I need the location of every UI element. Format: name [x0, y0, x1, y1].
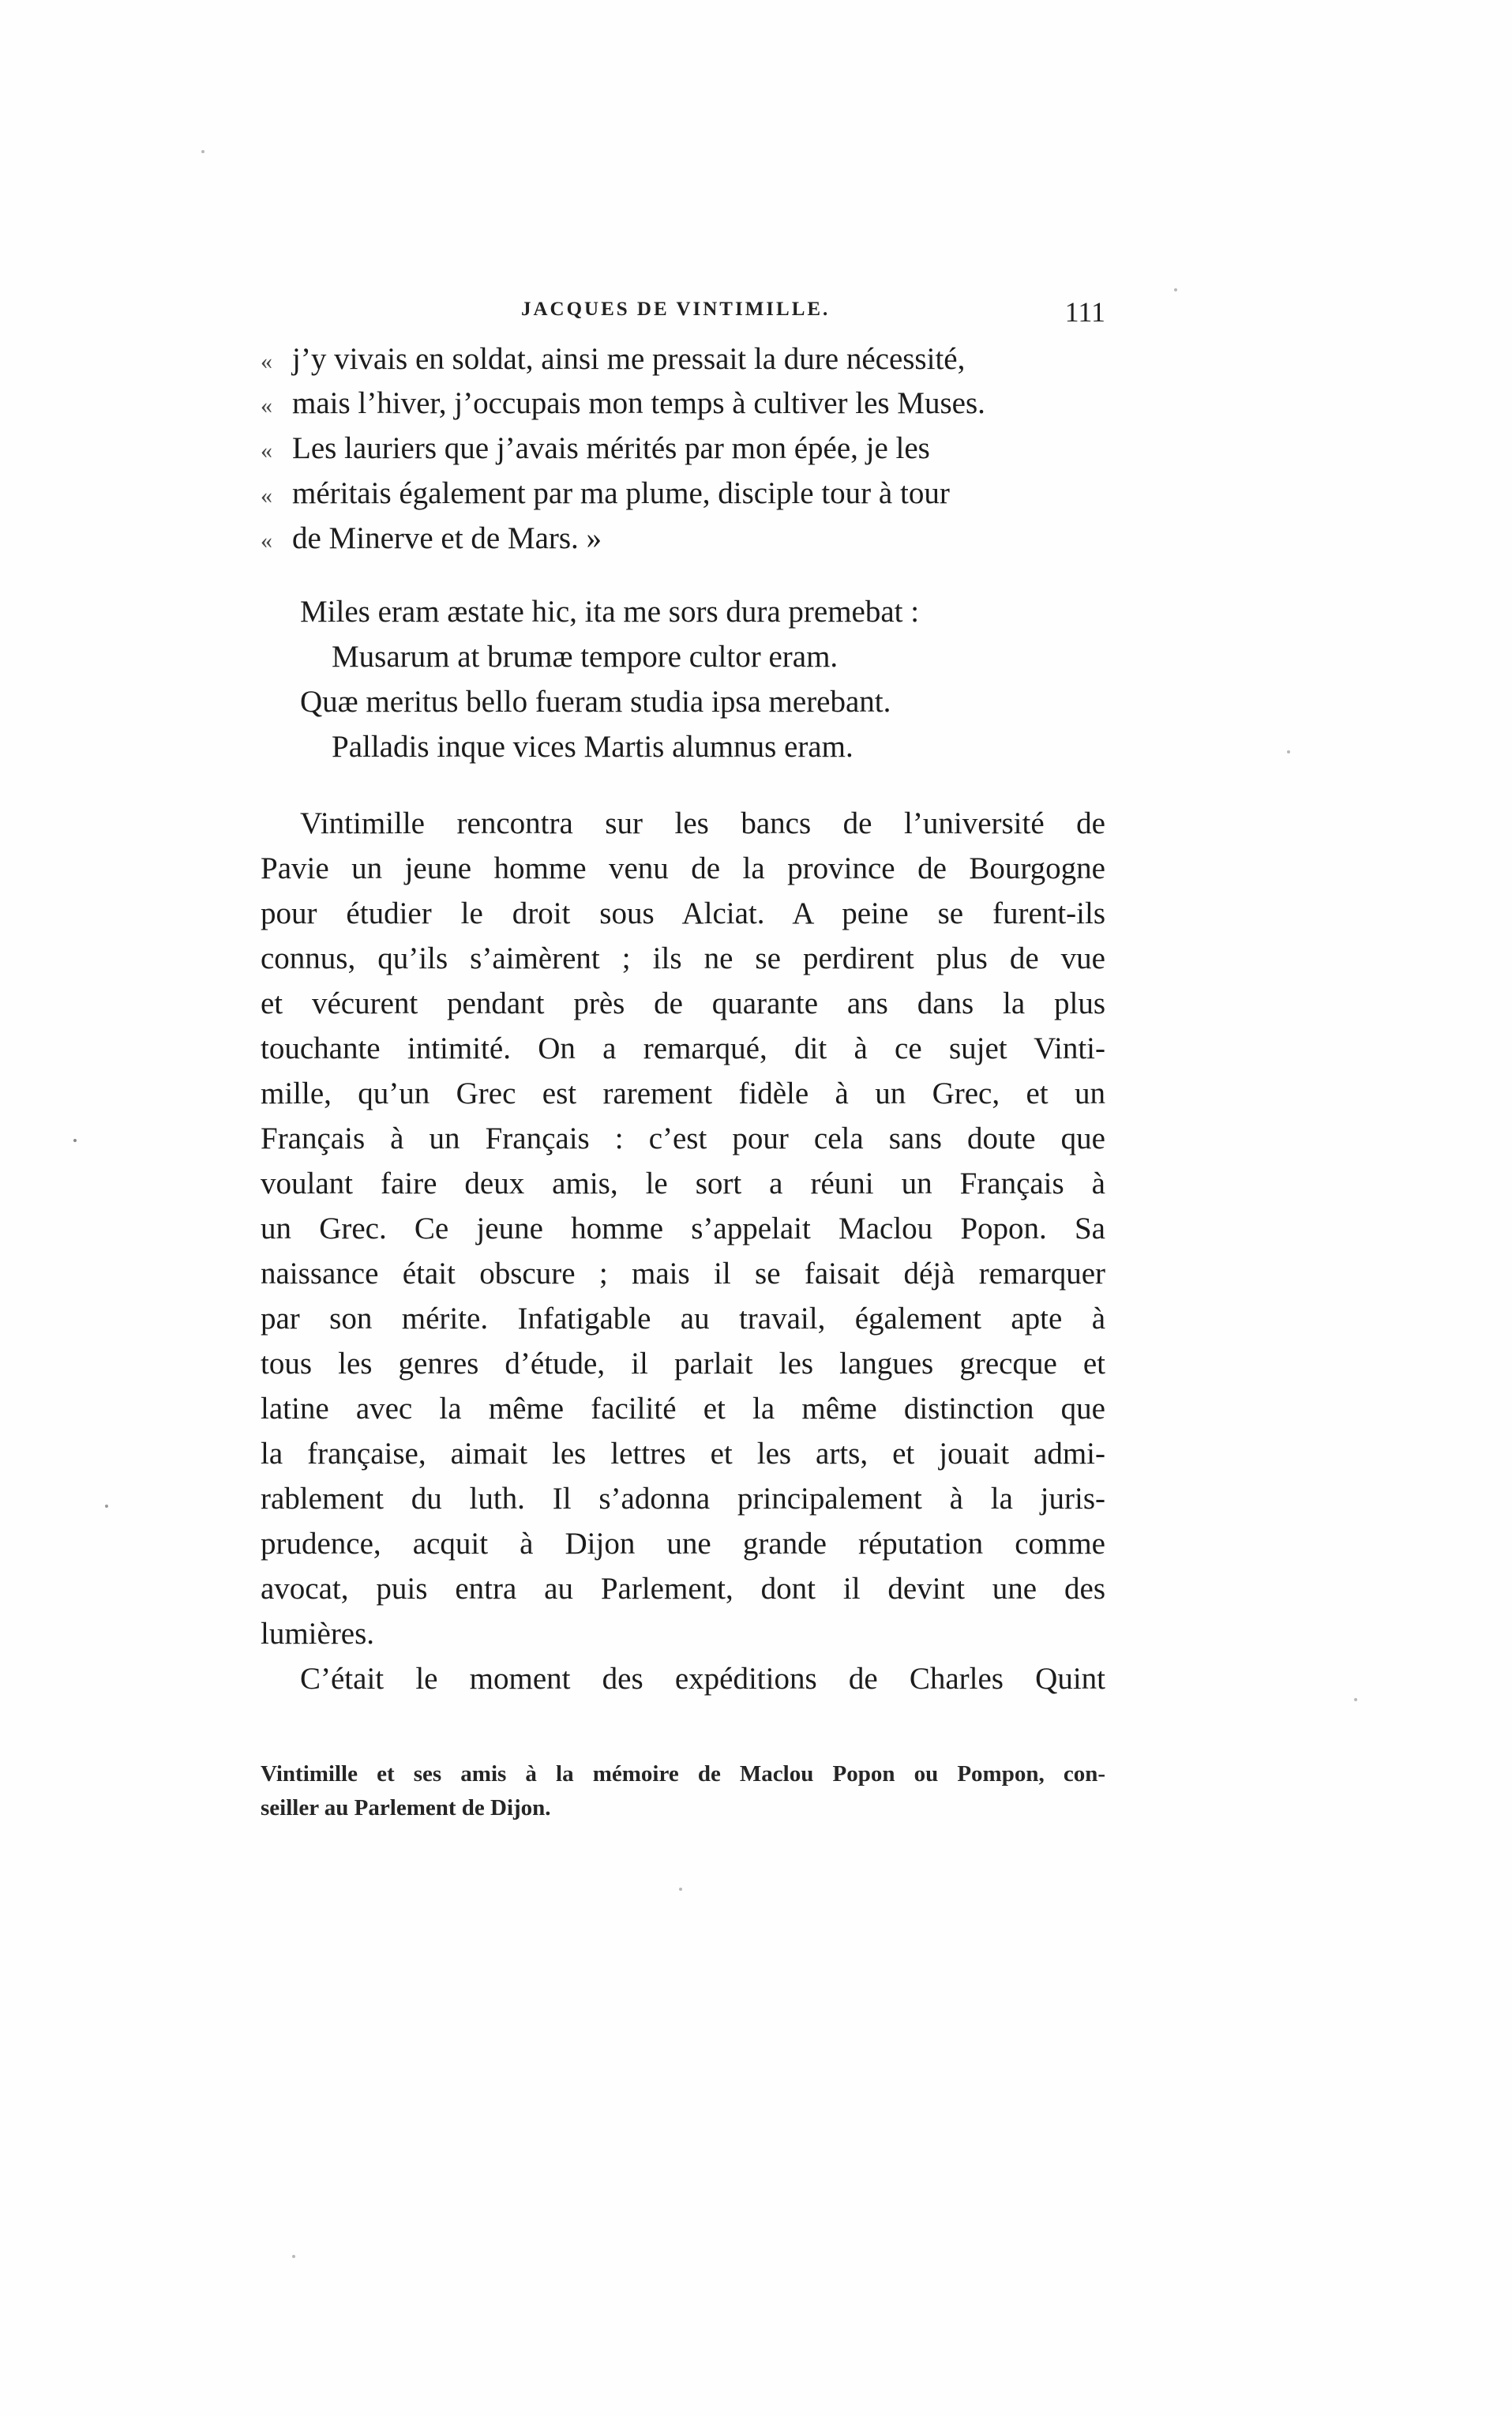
paragraph-line: rablement du luth. Il s’adonna principalement à la juris- [261, 1482, 1105, 1516]
quote-text: méritais également par ma plume, disciple tour à tour [292, 476, 950, 510]
paragraph-line: un Grec. Ce jeune homme s’appelait Maclou Popon. Sa [261, 1212, 1105, 1246]
scan-speck [105, 1505, 108, 1508]
scan-speck [292, 2255, 295, 2258]
verse-line: Musarum at brumæ tempore cultor eram. [332, 640, 839, 674]
paragraph-line: Pavie un jeune homme venu de la province de Bourgogne [261, 851, 1105, 885]
quote-text: de Minerve et de Mars. » [292, 521, 602, 555]
paragraph-line: latine avec la même facilité et la même distinction que [261, 1392, 1105, 1426]
paragraph-line: par son mérite. Infatigable au travail, également apte à [261, 1302, 1105, 1336]
scan-speck [1354, 1698, 1357, 1701]
paragraph-line: avocat, puis entra au Parlement, dont il devint une des [261, 1572, 1105, 1606]
quote-mark: « [261, 393, 272, 419]
verse-line: Quæ meritus bello fueram studia ipsa merebant. [300, 685, 891, 719]
paragraph-line: voulant faire deux amis, le sort a réuni un Français à [261, 1167, 1105, 1200]
quote-mark: « [261, 528, 272, 554]
quote-mark: « [261, 348, 272, 374]
scan-speck [1287, 750, 1290, 753]
running-head [261, 296, 1121, 330]
footnote-line: seiller au Parlement de Dijon. [261, 1795, 551, 1820]
quote-line [261, 517, 602, 562]
quote-line [261, 338, 965, 383]
quote-text: Les lauriers que j’avais mérités par mon épée, je les [292, 431, 930, 465]
paragraph-line: la française, aimait les lettres et les arts, et jouait admi- [261, 1437, 1105, 1471]
scan-speck [1174, 288, 1177, 291]
verse-line: Palladis inque vices Martis alumnus eram. [332, 730, 854, 764]
quote-line [261, 382, 985, 427]
paragraph-line: Français à un Français : c’est pour cela sans doute que [261, 1122, 1105, 1155]
paragraph-line: mille, qu’un Grec est rarement fidèle à un Grec, et un [261, 1076, 1105, 1110]
paragraph-line: touchante intimité. On a remarqué, dit à ce sujet Vinti- [261, 1031, 1105, 1065]
quote-line [261, 427, 930, 472]
footnote-line: Vintimille et ses amis à la mémoire de Maclou Popon ou Pompon, con- [261, 1761, 1105, 1787]
scan-speck [679, 1888, 682, 1891]
paragraph-line: C’était le moment des expéditions de Charles Quint [300, 1662, 1105, 1696]
paragraph-line: naissance était obscure ; mais il se faisait déjà remarquer [261, 1257, 1105, 1291]
paragraph-line: prudence, acquit à Dijon une grande réputation comme [261, 1527, 1105, 1561]
scan-speck [201, 150, 204, 153]
quote-text: j’y vivais en soldat, ainsi me pressait la dure nécessité, [292, 342, 966, 376]
paragraph-line: tous les genres d’étude, il parlait les langues grecque et [261, 1347, 1105, 1381]
quote-mark: « [261, 483, 272, 509]
paragraph-line: lumières. [261, 1617, 375, 1651]
paragraph-line: Vintimille rencontra sur les bancs de l’université de [300, 806, 1105, 840]
quote-text: mais l’hiver, j’occupais mon temps à cultiver les Muses. [292, 386, 985, 420]
paragraph-line: et vécurent pendant près de quarante ans dans la plus [261, 986, 1105, 1020]
page-number: 111 [1064, 296, 1105, 328]
quote-line [261, 472, 950, 517]
quote-mark: « [261, 438, 272, 464]
paragraph-line: pour étudier le droit sous Alciat. A peine se furent-ils [261, 896, 1105, 930]
verse-line: Miles eram æstate hic, ita me sors dura premebat : [300, 595, 920, 629]
paragraph-line: connus, qu’ils s’aimèrent ; ils ne se perdirent plus de vue [261, 941, 1105, 975]
scan-speck [73, 1139, 77, 1142]
running-title: JACQUES DE VINTIMILLE. [521, 299, 831, 320]
